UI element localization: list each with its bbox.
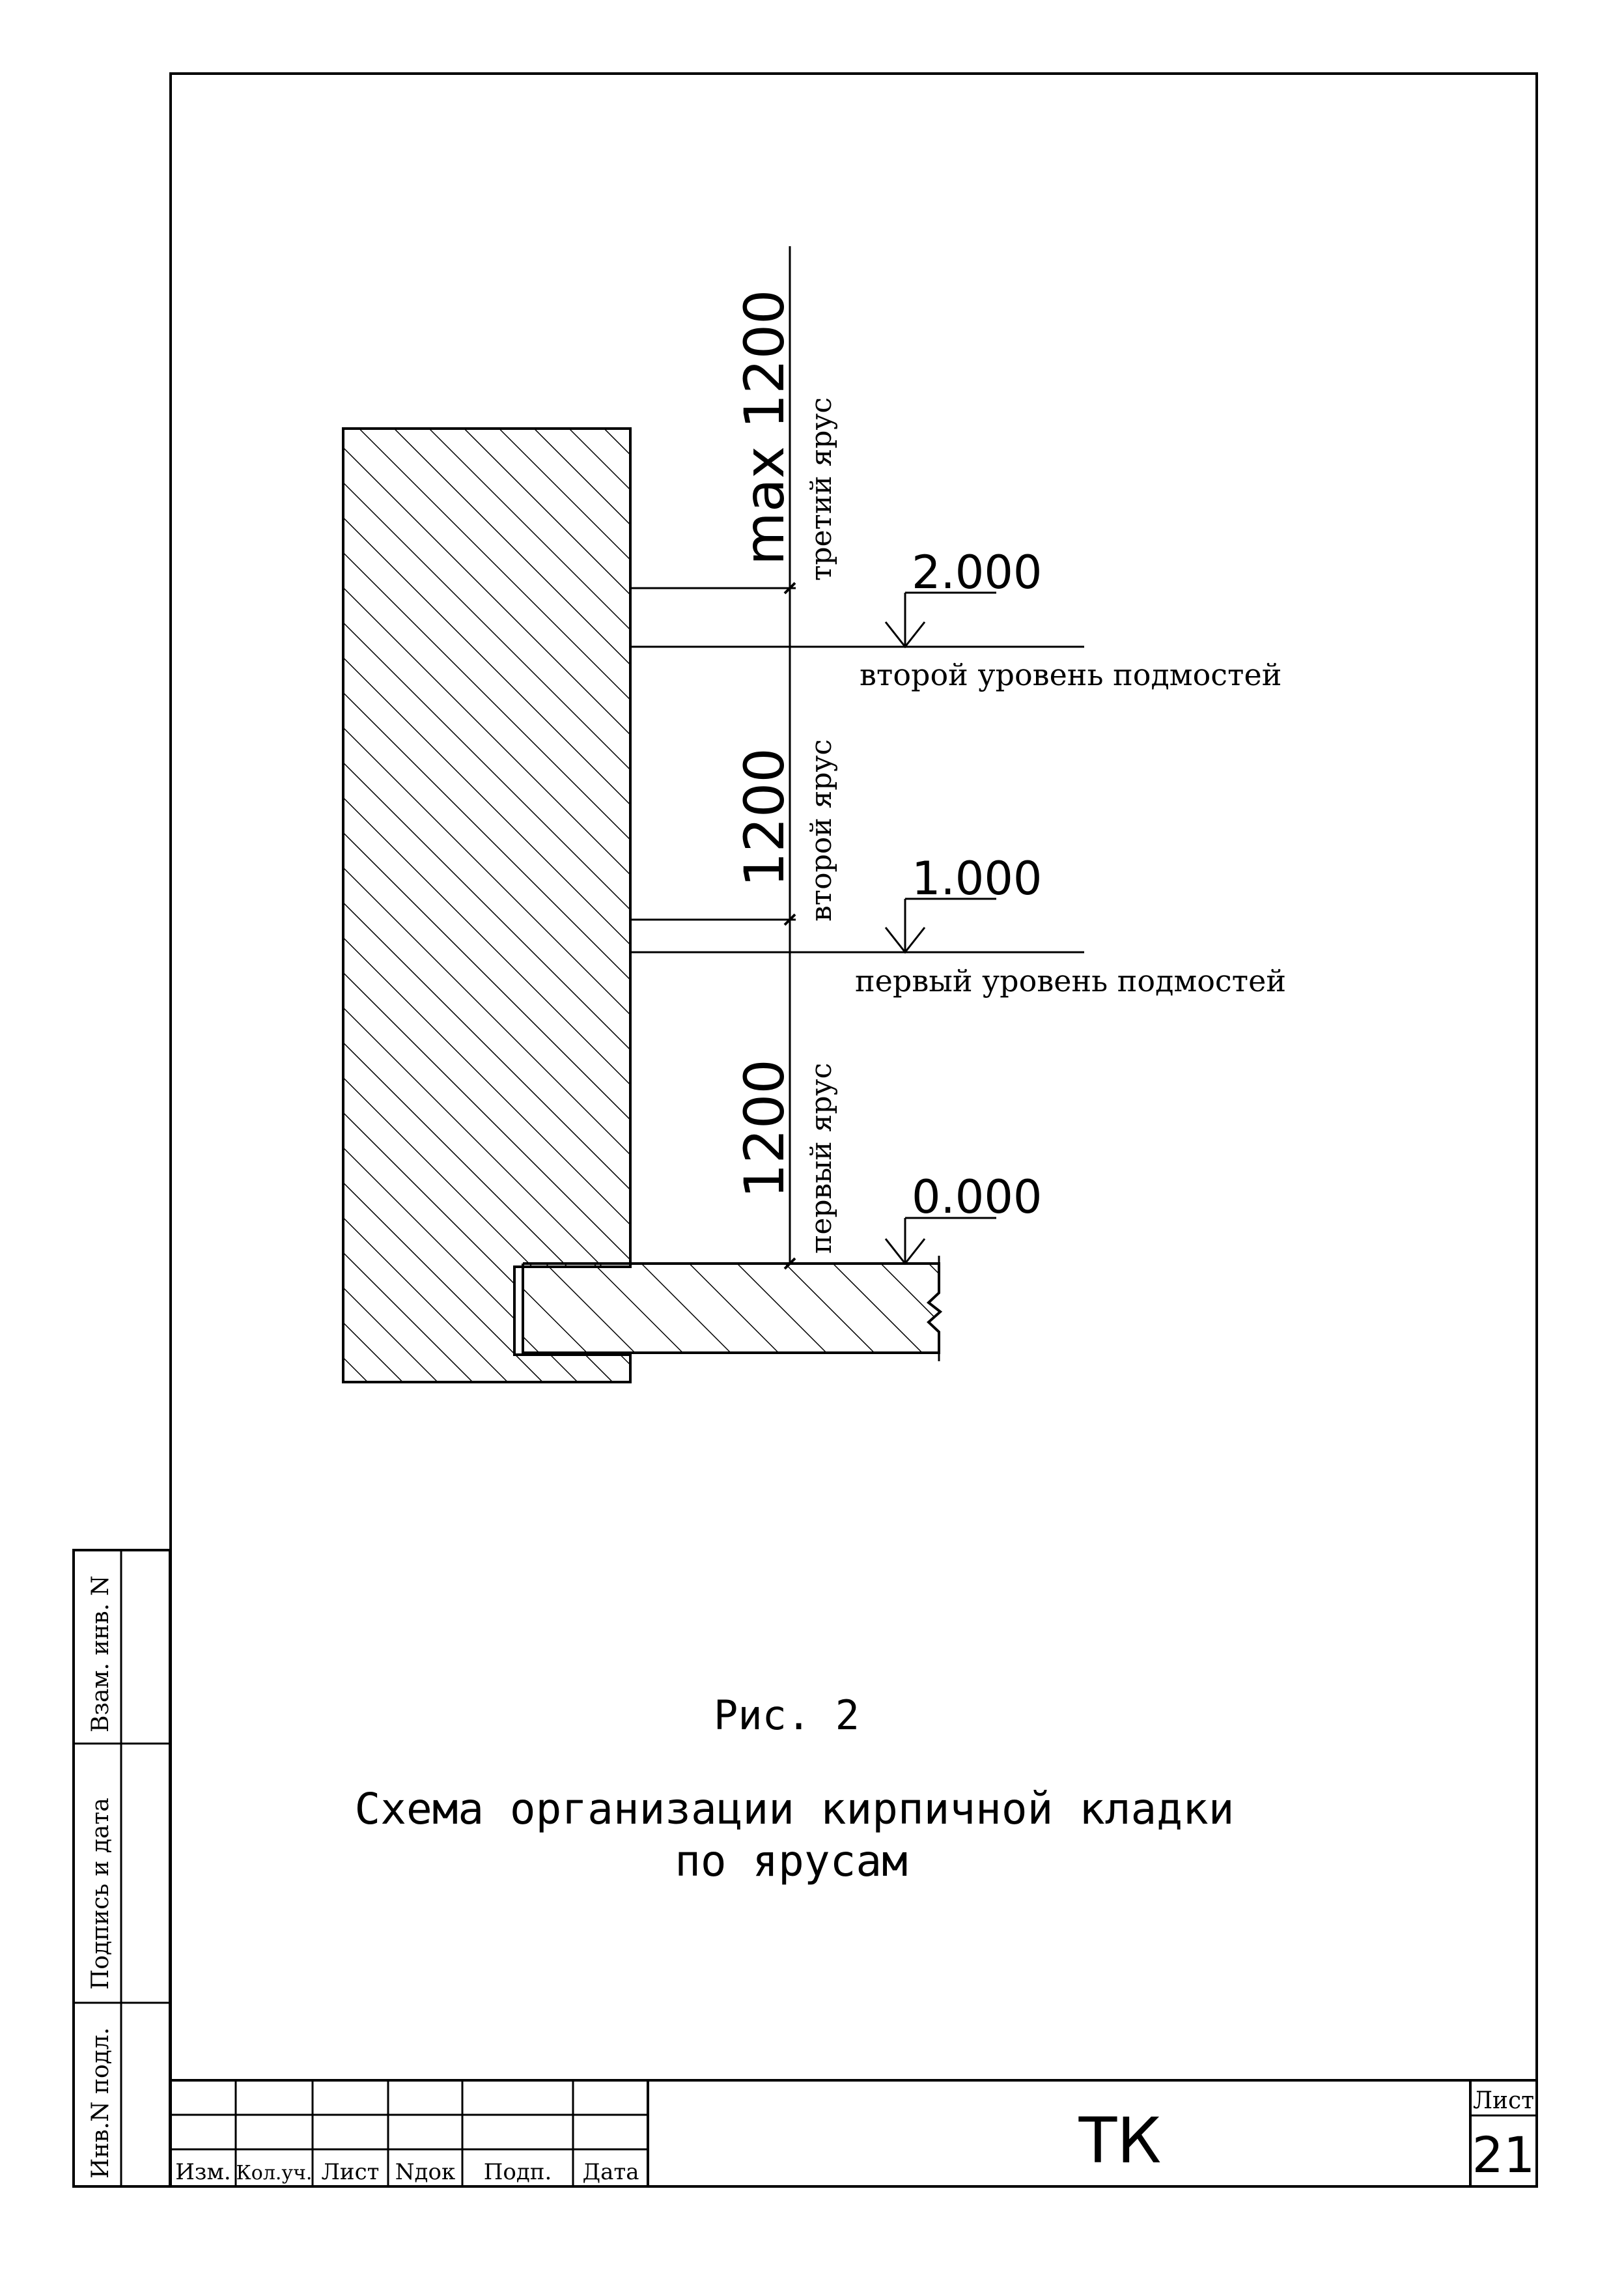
stamp-podpis-data: Подпись и дата: [87, 1798, 114, 1990]
dim-top-label: max 1200: [733, 289, 796, 565]
dim-first-label: 1200: [733, 1059, 796, 1198]
level-mark-2000: [886, 546, 1042, 647]
figure-title-line1: Схема организации кирпичной кладки: [354, 1784, 1235, 1834]
tier-third-label: третий ярус: [805, 397, 838, 581]
floor-slab: [523, 1256, 940, 1361]
tb-col-podp: Подп.: [483, 2159, 552, 2185]
tier-first-label: первый ярус: [805, 1062, 838, 1254]
level-mark-2000-label: 2.000: [912, 546, 1043, 599]
level-mark-1000: [886, 852, 1042, 952]
tier-second-label: второй ярус: [805, 739, 838, 922]
tb-col-ndok: Nдок: [395, 2159, 456, 2185]
figure-title-line2: по ярусам: [675, 1836, 908, 1886]
tb-col-data: Дата: [582, 2159, 639, 2185]
level-caption-1: первый уровень подмостей: [855, 963, 1287, 998]
tb-col-kol-uch: Кол.уч.: [236, 2162, 313, 2184]
side-stamp: [74, 1550, 170, 2186]
document-code: ТК: [1078, 2104, 1162, 2177]
brick-wall: [343, 429, 630, 1382]
tb-col-list: Лист: [321, 2159, 380, 2185]
figure-number: Рис. 2: [714, 1691, 860, 1739]
sheet-number: 21: [1472, 2126, 1535, 2184]
level-mark-1000-label: 1.000: [912, 852, 1043, 905]
sheet-label: Лист: [1472, 2087, 1535, 2114]
level-mark-0000-label: 0.000: [912, 1170, 1043, 1224]
stamp-vzam-inv: Взам. инв. N: [87, 1575, 114, 1732]
level-mark-0000: [886, 1170, 1042, 1264]
scaffold-level-lines: [630, 647, 1084, 952]
level-caption-2: второй уровень подмостей: [860, 657, 1282, 692]
dim-second-label: 1200: [733, 748, 796, 887]
stamp-inv-podl: Инв.N подл.: [87, 2027, 114, 2179]
title-block: [171, 2080, 1537, 2186]
tb-col-izm: Изм.: [175, 2159, 231, 2185]
